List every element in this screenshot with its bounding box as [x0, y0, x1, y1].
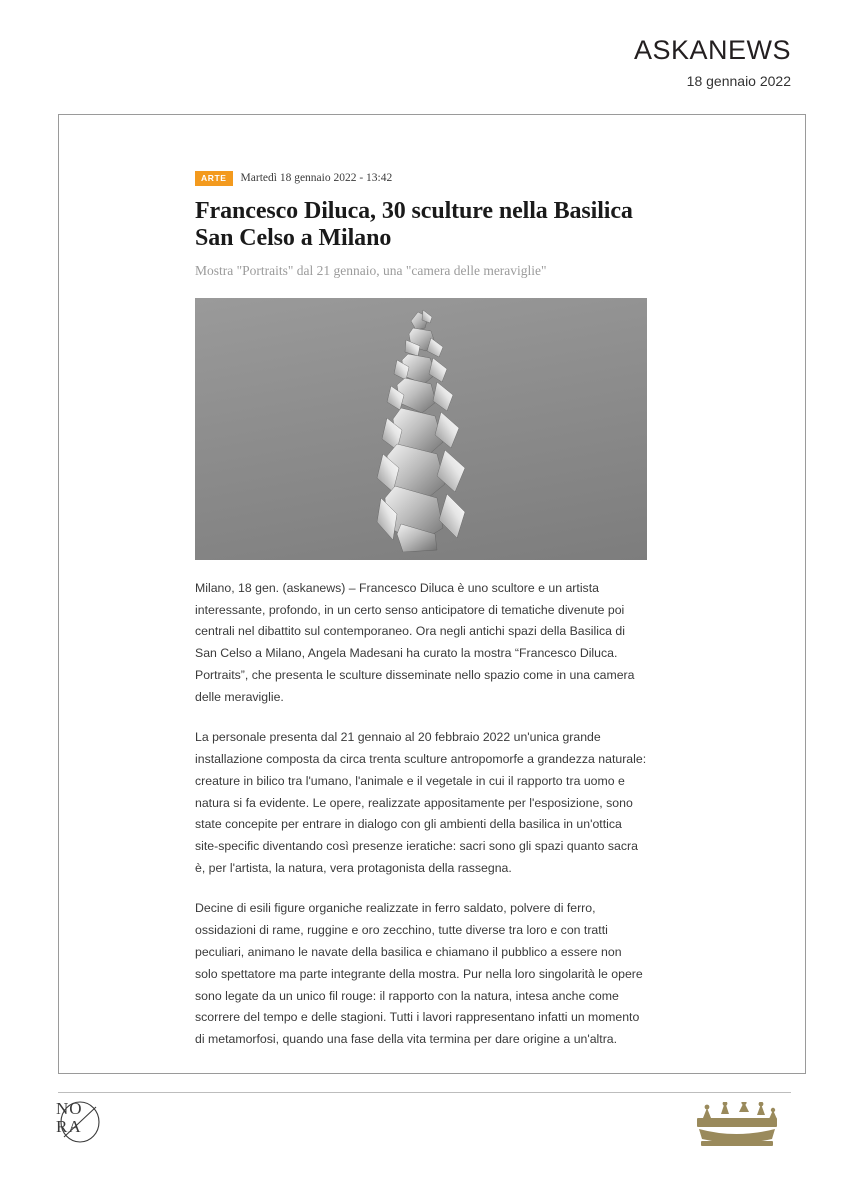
nora-logo [56, 1100, 116, 1156]
article-timestamp: Martedì 18 gennaio 2022 - 13:42 [240, 172, 393, 185]
nora-logo-line2: RA [56, 1116, 82, 1136]
article-kicker-row [195, 171, 647, 186]
nora-logo-line1: NO [56, 1099, 83, 1118]
crown-logo [681, 1102, 791, 1150]
sculpture-image [361, 308, 481, 552]
page-header [634, 36, 791, 89]
article-body [195, 171, 647, 1051]
publication-name: ASKANEWS [633, 35, 791, 65]
article-paragraph-1: Milano, 18 gen. (askanews) – Francesco Diluca è uno scultore e un artista interessante, profondo, in un certo senso anticipatore di tematiche divenute poi centrali nel dibattito sul contemporaneo. Ora negli antichi spazi della Basilica di San Celso a Milano, Angela Madesani ha curato la mostra “Francesco Diluca. Portraits”, che presenta le sculture disseminate nello spazio come in una camera delle meraviglie. [195, 580, 635, 705]
article-paragraph-3: Decine di esili figure organiche realizzate in ferro saldato, polvere di ferro, ossidazioni di rame, ruggine e oro zecchino, tutte diverse tra loro e con tratti peculiari, animano le navate della basilica e chiamano il pubblico a essere non solo spettatore ma parte integrante della mostra. Pur nella loro singolarità le opere sono legate da un unico fil rouge: il rapporto con la natura, intesa anche come scorrere del tempo e delle stagioni. Tutti i lavori rappresentano infatti un momento di metamorfosi, quando una fase della vita termina per dare origine a un'altra. [195, 901, 643, 1047]
footer-divider [58, 1092, 791, 1093]
article-photo [195, 298, 647, 560]
article-clipping-frame [58, 114, 806, 1074]
category-badge[interactable]: ARTE [195, 171, 233, 186]
nora-logo-frame-icon [56, 1100, 116, 1144]
crown-icon [681, 1102, 791, 1150]
publication-date: 18 gennaio 2022 [686, 72, 791, 89]
article-paragraph-2: La personale presenta dal 21 gennaio al 20 febbraio 2022 un'unica grande installazione composta da circa trenta sculture antropomorfe a grandezza naturale: creature in bilico tra l'umano, l'animale e il vegetale in cui il rapporto tra uomo e natura si fa evidente. Le opere, realizzate appositamente per l'esposizione, sono state concepite per entrare in dialogo con gli ambienti della basilica in un'ottica site-specific diventando così presenze ieratiche: sacri sono gli spazi quanto sacra è, per l'artista, la natura, vera protagonista della rassegna. [195, 729, 647, 876]
article-subheadline: Mostra "Portraits" dal 21 gennaio, una "camera delle meraviglie" [195, 263, 547, 279]
article-headline: Francesco Diluca, 30 sculture nella Basilica San Celso a Milano [195, 197, 633, 252]
